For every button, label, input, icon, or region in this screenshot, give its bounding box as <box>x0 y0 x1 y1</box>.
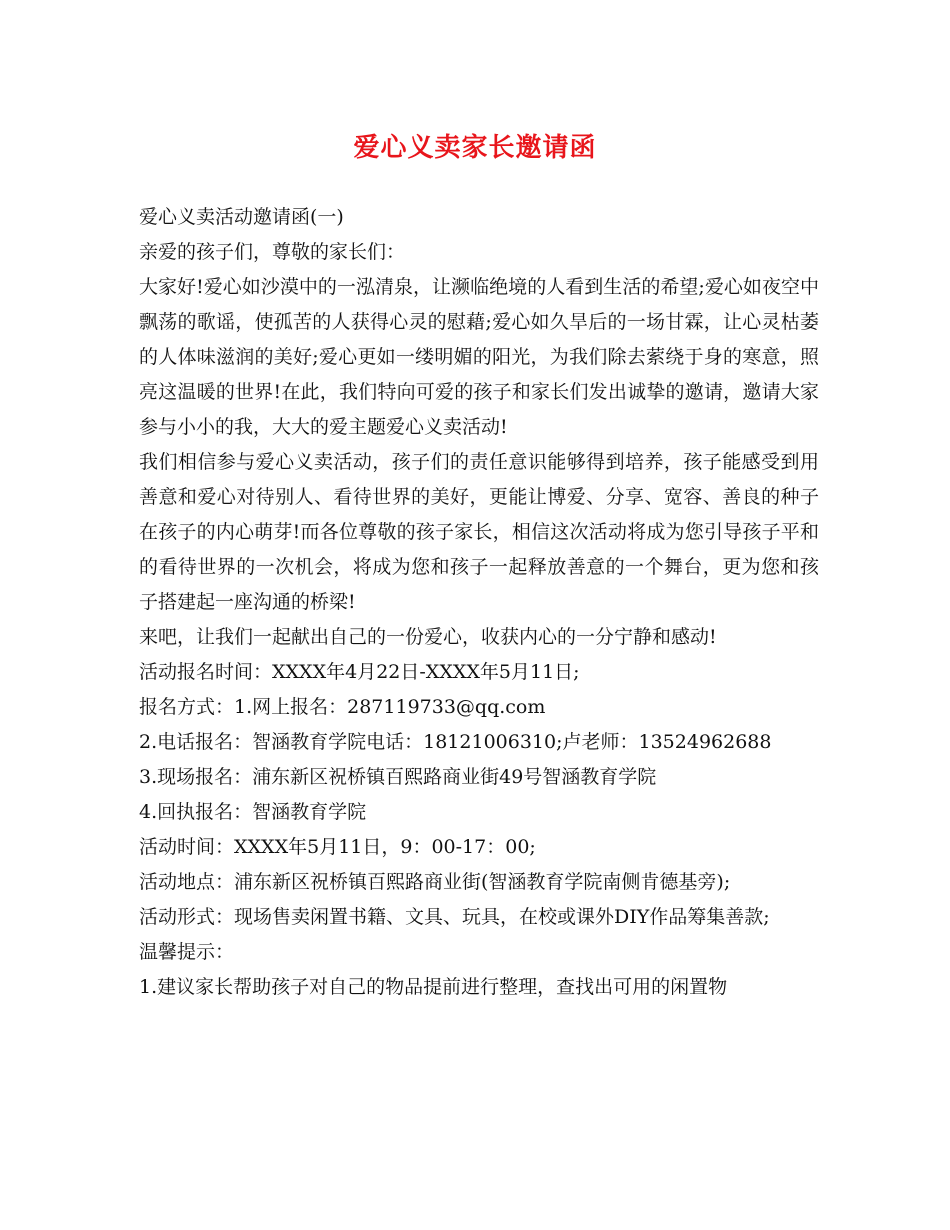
tips-heading: 温馨提示： <box>139 941 235 963</box>
call-to-action-line: 来吧，让我们一起献出自己的一份爱心，收获内心的一分宁静和感动! <box>139 626 717 648</box>
tip-item: 1.建议家长帮助孩子对自己的物品提前进行整理，查找出可用的闲置物 <box>139 976 728 998</box>
registration-receipt-line: 4.回执报名：智涵教育学院 <box>139 801 367 823</box>
document-body <box>139 200 819 1005</box>
registration-phone-line: 2.电话报名：智涵教育学院电话：18121006310;卢老师：13524962688 <box>139 731 772 753</box>
registration-online-line: 报名方式：1.网上报名：287119733@qq.com <box>139 696 546 718</box>
greeting-line: 亲爱的孩子们，尊敬的家长们： <box>139 241 406 263</box>
event-location-line: 活动地点：浦东新区祝桥镇百熙路商业街(智涵教育学院南侧肯德基旁); <box>139 871 731 893</box>
document-title: 爱心义卖家长邀请函 <box>353 133 597 163</box>
subtitle-line: 爱心义卖活动邀请函(一) <box>139 206 344 228</box>
intro-paragraph: 大家好!爱心如沙漠中的一泓清泉，让濒临绝境的人看到生活的希望;爱心如夜空中飘荡的歌谣，使孤苦的人获得心灵的慰藉;爱心如久旱后的一场甘霖，让心灵枯萎的人体味滋润的美好;爱心更如一缕明媚的阳光，为我们除去萦绕于身的寒意，照亮这温暖的世界!在此，我们特向可爱的孩子和家长们发出诚挚的邀请，邀请大家参与小小的我，大大的爱主题爱心义卖活动! <box>139 276 819 438</box>
registration-onsite-line: 3.现场报名：浦东新区祝桥镇百熙路商业街49号智涵教育学院 <box>139 766 657 788</box>
belief-paragraph: 我们相信参与爱心义卖活动，孩子们的责任意识能够得到培养，孩子能感受到用善意和爱心对待别人、看待世界的美好，更能让博爱、分享、宽容、善良的种子在孩子的内心萌芽!而各位尊敬的孩子家长，相信这次活动将成为您引导孩子平和的看待世界的一次机会，将成为您和孩子一起释放善意的一个舞台，更为您和孩子搭建起一座沟通的桥梁! <box>139 451 819 613</box>
event-time-line: 活动时间：XXXX年5月11日，9：00-17：00; <box>139 836 536 858</box>
registration-time-line: 活动报名时间：XXXX年4月22日-XXXX年5月11日; <box>139 661 580 683</box>
event-format-line: 活动形式：现场售卖闲置书籍、文具、玩具，在校或课外DIY作品筹集善款; <box>139 906 770 928</box>
